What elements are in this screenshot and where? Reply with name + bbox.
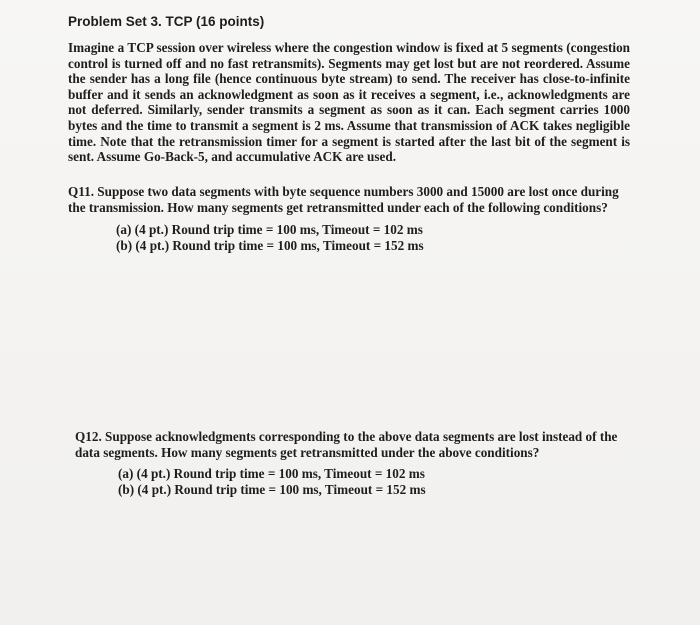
question-12-parts [118, 466, 426, 497]
problem-intro: Imagine a TCP session over wireless where the congestion window is fixed at 5 segments (congestion control is turned off and no fast retransmits). Segments may get lost but are not reordered. Assume the sender has a long file (hence continuous byte stream) to send. The receiver has close-to-infinite buffer and it sends an acknowledgment as soon as it receives a segment, i.e., acknowledgments are not deferred. Similarly, sender transmits a segment as soon as it can. Each segment carries 1000 bytes and the time to transmit a segment is 2 ms. Assume that transmission of ACK takes negligible time. Note that the retransmission timer for a segment is started after the last bit of the segment is sent. Assume Go-Back-5, and accumulative ACK are used. [68, 40, 630, 165]
question-11-part-a: (a) (4 pt.) Round trip time = 100 ms, Timeout = 102 ms [116, 222, 423, 237]
question-11: Q11. Suppose two data segments with byte sequence numbers 3000 and 15000 are lost once during the transmission. How many segments get retransmitted under each of the following conditions? [68, 184, 619, 215]
problem-title: Problem Set 3. TCP (16 points) [68, 14, 265, 29]
question-11-part-b: (b) (4 pt.) Round trip time = 100 ms, Timeout = 152 ms [116, 237, 424, 253]
question-12-part-a: (a) (4 pt.) Round trip time = 100 ms, Timeout = 102 ms [118, 466, 425, 481]
question-12-part-b: (b) (4 pt.) Round trip time = 100 ms, Timeout = 152 ms [118, 481, 426, 497]
question-11-parts [116, 222, 424, 253]
question-12: Q12. Suppose acknowledgments corresponding to the above data segments are lost instead of the data segments. How many segments get retransmitted under the above conditions? [75, 429, 618, 460]
